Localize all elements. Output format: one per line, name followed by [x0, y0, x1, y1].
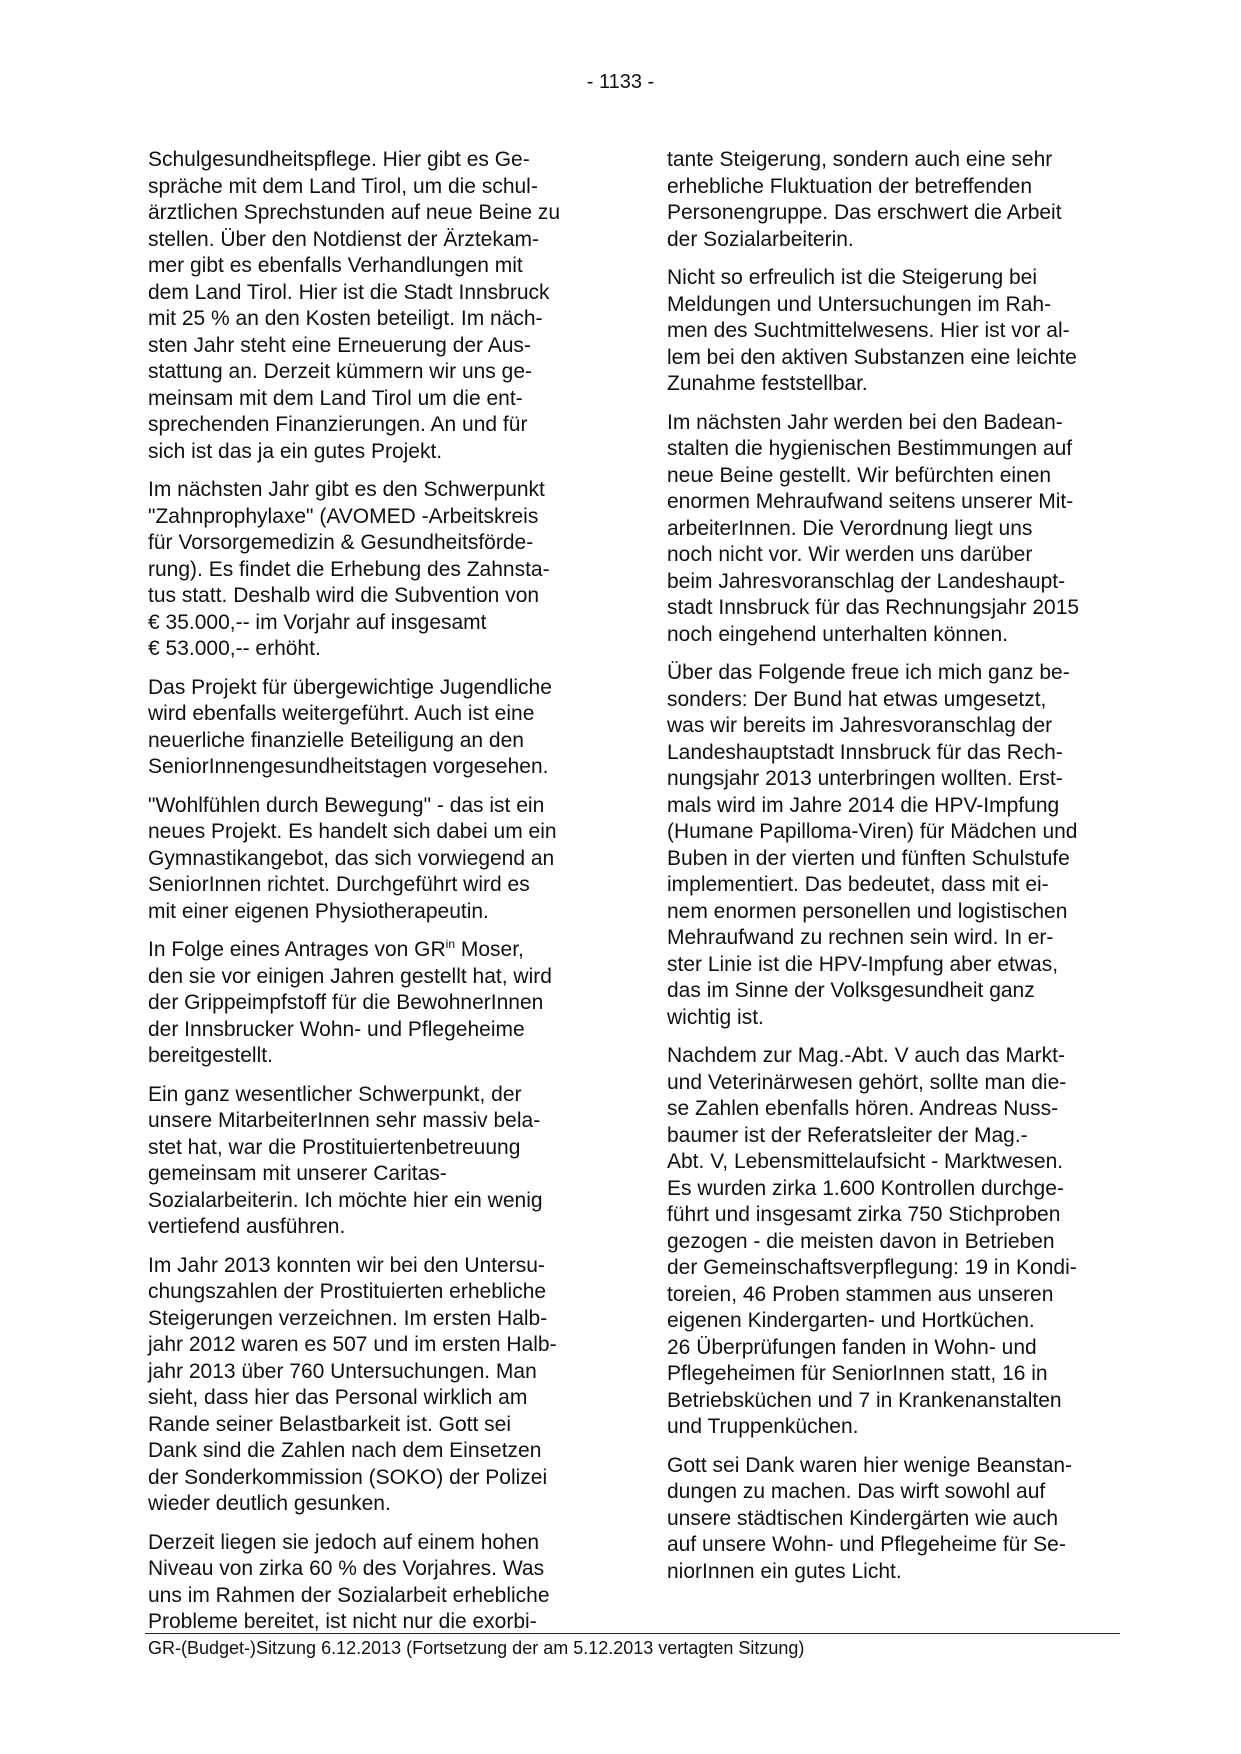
text-line: das im Sinne der Volksgesundheit ganz — [667, 979, 1035, 1002]
text-line: Nicht so erfreulich ist die Steigerung bei — [667, 266, 1038, 289]
text-line: vertiefend ausführen. — [148, 1215, 346, 1238]
text-line: eigenen Kindergarten- und Hortküchen. — [667, 1309, 1035, 1332]
text-line: jahr 2012 waren es 507 und im ersten Halb- — [148, 1333, 557, 1356]
text-line: beim Jahresvoranschlag der Landeshaupt- — [667, 569, 1066, 593]
text-line: Ein ganz wesentlicher Schwerpunkt, der — [148, 1082, 522, 1106]
paragraph — [667, 1453, 1117, 1586]
text-line: (Humane Papilloma-Viren) für Mädchen und — [667, 820, 1078, 843]
text-line: dem Land Tirol. Hier ist die Stadt Innsbruck — [148, 280, 550, 304]
text-line: tus statt. Deshalb wird die Subvention von — [148, 584, 540, 607]
text-line: spräche mit dem Land Tirol, um die schul- — [148, 174, 538, 198]
text-line: Gymnastikangebot, das sich vorwiegend an — [148, 846, 555, 870]
text-line: enormen Mehraufwand seitens unserer Mit- — [667, 490, 1074, 513]
text-line: und Truppenküchen. — [667, 1415, 859, 1438]
text-line: implementiert. Das bedeutet, dass mit ei- — [667, 873, 1049, 896]
text-line: neues Projekt. Es handelt sich dabei um ein — [148, 820, 557, 843]
superscript: in — [445, 937, 456, 951]
text-line: gezogen - die meisten davon in Betrieben — [667, 1229, 1055, 1253]
text-line: Dank sind die Zahlen nach dem Einsetzen — [148, 1439, 542, 1462]
text-line: der Sonderkommission (SOKO) der Polizei — [148, 1465, 548, 1489]
text-line: sprechenden Finanzierungen. An und für — [148, 413, 528, 436]
text-segment: Moser, — [455, 938, 524, 961]
text-line: mit einer eigenen Physiotherapeutin. — [148, 899, 489, 923]
text-line: Probleme bereitet, ist nicht nur die exorbi- — [148, 1610, 537, 1633]
text-line: Im nächsten Jahr gibt es den Schwerpunkt — [148, 478, 545, 501]
text-line: niorInnen ein gutes Licht. — [667, 1559, 902, 1583]
text-line: Im nächsten Jahr werden bei den Badean- — [667, 410, 1063, 434]
paragraph — [667, 1043, 1117, 1441]
text-line: unsere städtischen Kindergärten wie auch — [667, 1506, 1059, 1530]
paragraph — [148, 793, 578, 926]
right-column — [667, 147, 1117, 1597]
text-line — [148, 937, 578, 964]
text-line: unsere MitarbeiterInnen sehr massiv bela- — [148, 1109, 541, 1132]
left-column — [148, 147, 578, 1648]
text-line: mals wird im Jahre 2014 die HPV-Impfung — [667, 793, 1060, 817]
text-line: Nachdem zur Mag.-Abt. V auch das Markt- — [667, 1044, 1065, 1067]
text-line: Niveau von zirka 60 % des Vorjahres. Was — [148, 1557, 545, 1580]
text-line: Gott sei Dank waren hier wenige Beanstan- — [667, 1453, 1073, 1477]
text-line: und Veterinärwesen gehört, sollte man die- — [667, 1070, 1067, 1094]
text-line: mer gibt es ebenfalls Verhandlungen mit — [148, 254, 523, 277]
text-line: wichtig ist. — [667, 1005, 764, 1029]
paragraph — [667, 410, 1117, 649]
text-line: SeniorInnengesundheitstagen vorgesehen. — [148, 755, 549, 778]
text-line: Das Projekt für übergewichtige Jugendliche — [148, 675, 552, 699]
text-line: Schulgesundheitspflege. Hier gibt es Ge- — [148, 148, 530, 171]
text-line: stadt Innsbruck für das Rechnungsjahr 2015 — [667, 596, 1080, 619]
text-line: € 35.000,-- im Vorjahr auf insgesamt — [148, 610, 487, 634]
text-line: Personengruppe. Das erschwert die Arbeit — [667, 201, 1062, 224]
text-line: Abt. V, Lebensmittelaufsicht - Marktwesen. — [667, 1150, 1064, 1173]
text-line: stalten die hygienischen Bestimmungen auf — [667, 437, 1073, 460]
footer-rule — [145, 1633, 1120, 1634]
text-line: der Grippeimpfstoff für die BewohnerInnen — [148, 991, 544, 1014]
text-line: chungszahlen der Prostituierten erhebliche — [148, 1280, 547, 1303]
text-line: men des Suchtmittelwesens. Hier ist vor al- — [667, 319, 1070, 342]
text-line: ärztlichen Sprechstunden auf neue Beine zu — [148, 201, 561, 224]
paragraph — [148, 1530, 578, 1636]
text-line: neue Beine gestellt. Wir befürchten einen — [667, 463, 1052, 487]
text-line: tante Steigerung, sondern auch eine sehr — [667, 148, 1053, 171]
text-line: nem enormen personellen und logistischen — [667, 899, 1068, 923]
text-line: führt und insgesamt zirka 750 Stichproben — [667, 1203, 1061, 1226]
paragraph — [148, 675, 578, 781]
text-line: nungsjahr 2013 unterbringen wollten. Erst- — [667, 767, 1063, 790]
text-line: Steigerungen verzeichnen. Im ersten Halb- — [148, 1306, 548, 1330]
text-line: SeniorInnen richtet. Durchgeführt wird es — [148, 873, 530, 896]
text-line: jahr 2013 über 760 Untersuchungen. Man — [148, 1359, 537, 1383]
text-line: Meldungen und Untersuchungen im Rah- — [667, 292, 1052, 316]
text-line: "Wohlfühlen durch Bewegung" - das ist ein — [148, 793, 545, 817]
paragraph — [148, 1253, 578, 1518]
text-line: noch nicht vor. Wir werden uns darüber — [667, 543, 1033, 566]
text-line: bereitgestellt. — [148, 1044, 273, 1067]
text-line: dungen zu machen. Das wirft sowohl auf — [667, 1480, 1046, 1503]
text-line: der Gemeinschaftsverpflegung: 19 in Kondi- — [667, 1256, 1077, 1279]
text-line: der Innsbrucker Wohn- und Pflegeheime — [148, 1017, 525, 1041]
text-line: sieht, dass hier das Personal wirklich am — [148, 1386, 528, 1409]
text-line: Landeshauptstadt Innsbruck für das Rech- — [667, 740, 1063, 764]
text-line: was wir bereits im Jahresvoranschlag der — [667, 714, 1053, 737]
text-line: Buben in der vierten und fünften Schulstufe — [667, 846, 1070, 870]
text-line: baumer ist der Referatsleiter der Mag.- — [667, 1123, 1028, 1147]
text-line: Sozialarbeiterin. Ich möchte hier ein wenig — [148, 1188, 543, 1212]
text-line: rung). Es findet die Erhebung des Zahnsta- — [148, 557, 550, 581]
text-line: stellen. Über den Notdienst der Ärztekam- — [148, 227, 540, 251]
footer-text: GR-(Budget-)Sitzung 6.12.2013 (Fortsetzung der am 5.12.2013 vertagten Sitzung) — [148, 1638, 805, 1658]
text-line: der Sozialarbeiterin. — [667, 227, 854, 251]
text-line: den sie vor einigen Jahren gestellt hat, wird — [148, 964, 552, 988]
text-line: "Zahnprophylaxe" (AVOMED -Arbeitskreis — [148, 504, 539, 528]
text-line: noch eingehend unterhalten können. — [667, 622, 1008, 646]
text-line: stet hat, war die Prostituiertenbetreuung — [148, 1135, 521, 1159]
paragraph — [148, 1082, 578, 1241]
text-line: Rande seiner Belastbarkeit ist. Gott sei — [148, 1412, 512, 1436]
text-line: für Vorsorgemedizin & Gesundheitsförde- — [148, 531, 534, 554]
text-line: Derzeit liegen sie jedoch auf einem hohen — [148, 1530, 540, 1554]
paragraph — [148, 147, 578, 465]
paragraph — [667, 265, 1117, 398]
text-line: wird ebenfalls weitergeführt. Auch ist eine — [148, 702, 535, 725]
text-line: Es wurden zirka 1.600 Kontrollen durchge- — [667, 1176, 1064, 1200]
page-number: - 1133 - — [586, 71, 655, 93]
paragraph — [148, 937, 578, 1070]
text-line: Mehraufwand zu rechnen sein wird. In er- — [667, 926, 1054, 949]
text-line: uns im Rahmen der Sozialarbeit erhebliche — [148, 1583, 550, 1607]
text-line: gemeinsam mit unserer Caritas- — [148, 1162, 447, 1185]
text-line: 26 Überprüfungen fanden in Wohn- und — [667, 1335, 1037, 1359]
text-line: Im Jahr 2013 konnten wir bei den Untersu- — [148, 1253, 545, 1277]
text-line: neuerliche finanzielle Beteiligung an den — [148, 728, 524, 752]
paragraph — [667, 660, 1117, 1031]
text-line: Betriebsküchen und 7 in Krankenanstalten — [667, 1388, 1062, 1412]
text-line: arbeiterInnen. Die Verordnung liegt uns — [667, 516, 1033, 540]
text-line: sich ist das ja ein gutes Projekt. — [148, 439, 443, 463]
text-line: Pflegeheimen für SeniorInnen statt, 16 in — [667, 1362, 1048, 1385]
text-line: ster Linie ist die HPV-Impfung aber etwas, — [667, 952, 1059, 976]
text-line: erhebliche Fluktuation der betreffenden — [667, 174, 1033, 198]
text-line: lem bei den aktiven Substanzen eine leichte — [667, 345, 1077, 369]
text-segment: In Folge eines Antrages von GR — [148, 938, 446, 961]
text-line: auf unsere Wohn- und Pflegeheime für Se- — [667, 1533, 1066, 1556]
paragraph — [667, 147, 1117, 253]
text-line: meinsam mit dem Land Tirol um die ent- — [148, 386, 523, 410]
text-line: toreien, 46 Proben stammen aus unseren — [667, 1282, 1054, 1306]
text-line: Zunahme feststellbar. — [667, 372, 868, 395]
text-line: se Zahlen ebenfalls hören. Andreas Nuss- — [667, 1097, 1059, 1120]
text-line: sten Jahr steht eine Erneuerung der Aus- — [148, 333, 531, 357]
text-line: sonders: Der Bund hat etwas umgesetzt, — [667, 687, 1047, 711]
text-line: wieder deutlich gesunken. — [148, 1492, 391, 1515]
text-line: Über das Folgende freue ich mich ganz be- — [667, 661, 1070, 684]
paragraph — [148, 477, 578, 663]
text-line: mit 25 % an den Kosten beteiligt. Im näch- — [148, 307, 543, 330]
text-line: stattung an. Derzeit kümmern wir uns ge- — [148, 360, 532, 383]
text-line: € 53.000,-- erhöht. — [148, 637, 321, 660]
